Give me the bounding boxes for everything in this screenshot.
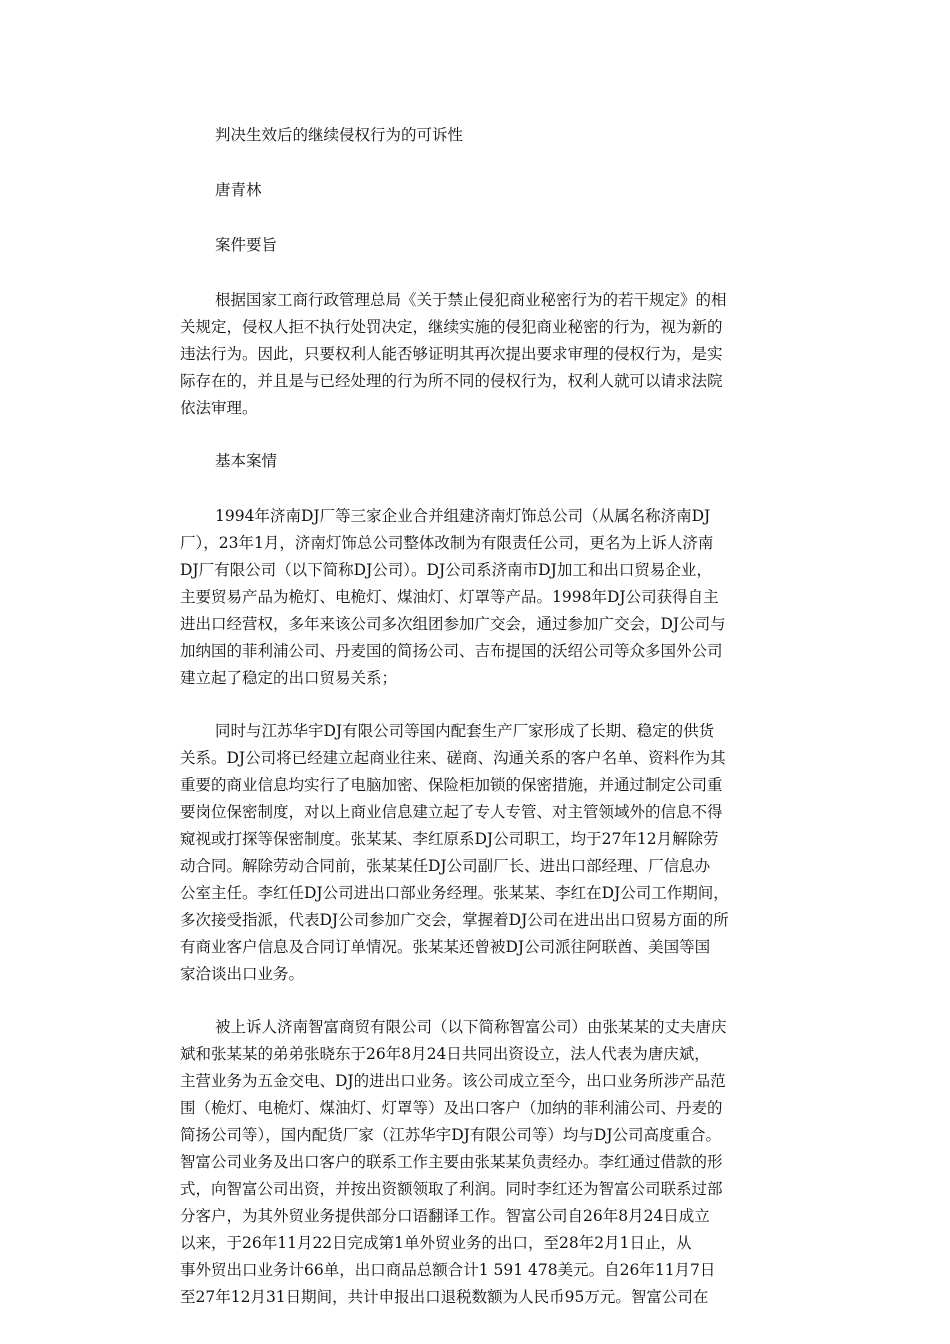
paragraph-line: 简扬公司等），国内配货厂家（江苏华宇DJ有限公司等）均与DJ公司高度重合。 [180,1126,722,1144]
paragraph-facts-2 [180,718,778,988]
paragraph-line: 加纳国的菲利浦公司、丹麦国的简扬公司、吉布提国的沃绍公司等众多国外公司 [180,642,723,660]
paragraph-line: 家洽谈出口业务。 [180,965,305,983]
paragraph-line: 厂），23年1月，济南灯饰总公司整体改制为有限责任公司，更名为上诉人济南 [180,534,714,552]
paragraph-line: 多次接受指派，代表DJ公司参加广交会，掌握着DJ公司在进出出口贸易方面的所 [180,911,729,929]
paragraph-line: 建立起了稳定的出口贸易关系； [180,669,398,687]
paragraph-line: DJ厂有限公司（以下简称DJ公司）。DJ公司系济南市DJ加工和出口贸易企业， [180,561,712,579]
paragraph-line: 分客户，为其外贸业务提供部分口语翻译工作。智富公司自26年8月24日成立 [180,1207,710,1225]
section-heading-summary: 案件要旨 [215,236,278,254]
paragraph-line: 关规定，侵权人拒不执行处罚决定，继续实施的侵犯商业秘密的行为，视为新的 [180,318,723,336]
paragraph-line: 重要的商业信息均实行了电脑加密、保险柜加锁的保密措施，并通过制定公司重 [180,776,723,794]
paragraph-line: 主要贸易产品为桅灯、电桅灯、煤油灯、灯罩等产品。1998年DJ公司获得自主 [180,588,719,606]
paragraph-line: 进出口经营权，多年来该公司多次组团参加广交会，通过参加广交会，DJ公司与 [180,615,726,633]
paragraph-facts-3 [180,1014,778,1311]
author-name: 唐青林 [215,181,262,199]
paragraph-line: 动合同。解除劳动合同前，张某某任DJ公司副厂长、进出口部经理、厂信息办 [180,857,711,875]
paragraph-line: 有商业客户信息及合同订单情况。张某某还曾被DJ公司派往阿联酋、美国等国 [180,938,711,956]
paragraph-line: 式，向智富公司出资，并按出资额领取了利润。同时李红还为智富公司联系过部 [180,1180,723,1198]
paragraph-line: 依法审理。 [180,399,258,417]
paragraph-line: 违法行为。因此，只要权利人能否够证明其再次提出要求审理的侵权行为，是实 [180,345,723,363]
paragraph-line: 以来，于26年11月22日完成第1单外贸业务的出口，至28年2月1日止，从 [180,1234,692,1252]
paragraph-line: 至27年12月31日期间，共计申报出口退税数额为人民币95万元。智富公司在 [180,1288,709,1306]
paragraph-line: 要岗位保密制度，对以上商业信息建立起了专人专管、对主管领域外的信息不得 [180,803,723,821]
document-page [180,122,778,1337]
paragraph-line: 际存在的，并且是与已经处理的行为所不同的侵权行为，权利人就可以请求法院 [180,372,723,390]
paragraph-line: 根据国家工商行政管理总局《关于禁止侵犯商业秘密行为的若干规定》的相 [215,291,727,309]
paragraph-line: 主营业务为五金交电、DJ的进出口业务。该公司成立至今，出口业务所涉产品范 [180,1072,726,1090]
paragraph-line: 1994年济南DJ厂等三家企业合并组建济南灯饰总公司（从属名称济南DJ [215,507,711,525]
paragraph-line: 窥视或打探等保密制度。张某某、李红原系DJ公司职工，均于27年12月解除劳 [180,830,719,848]
paragraph-facts-1 [180,503,778,692]
document-title: 判决生效后的继续侵权行为的可诉性 [215,126,464,144]
paragraph-summary [180,287,778,422]
paragraph-line: 围（桅灯、电桅灯、煤油灯、灯罩等）及出口客户（加纳的菲利浦公司、丹麦的 [180,1099,723,1117]
paragraph-line: 公室主任。李红任DJ公司进出口部业务经理。张某某、李红在DJ公司工作期间， [180,884,729,902]
section-heading-facts: 基本案情 [215,452,278,470]
paragraph-line: 事外贸出口业务计66单，出口商品总额合计1 591 478美元。自26年11月7日 [180,1261,716,1279]
paragraph-line: 智富公司业务及出口客户的联系工作主要由张某某负责经办。李红通过借款的形 [180,1153,723,1171]
paragraph-line: 同时与江苏华宇DJ有限公司等国内配套生产厂家形成了长期、稳定的供货 [215,722,715,740]
paragraph-line: 被上诉人济南智富商贸有限公司（以下简称智富公司）由张某某的丈夫唐庆 [215,1018,727,1036]
paragraph-line: 斌和张某某的弟弟张晓东于26年8月24日共同出资设立，法人代表为唐庆斌， [180,1045,710,1063]
paragraph-line: 关系。DJ公司将已经建立起商业往来、磋商、沟通关系的客户名单、资料作为其 [180,749,726,767]
